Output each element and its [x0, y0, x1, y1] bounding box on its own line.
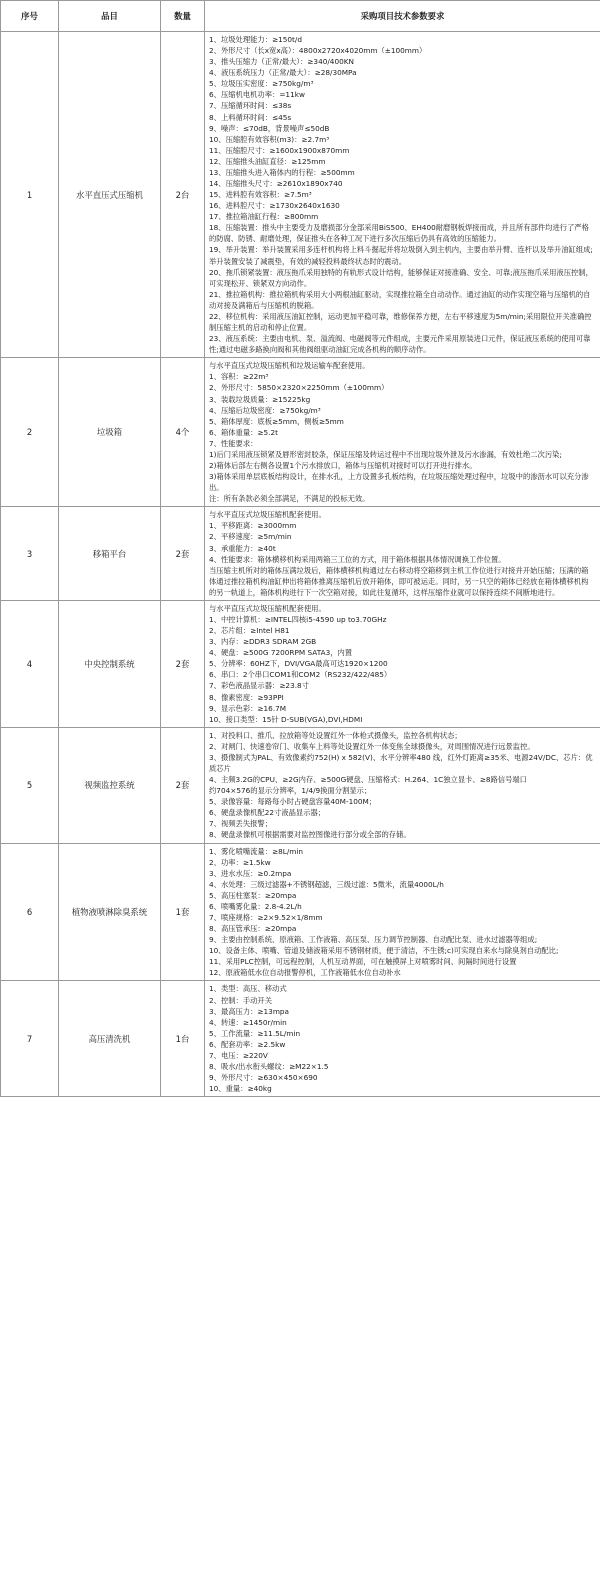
spec-line: 1、类型：高压、移动式	[209, 984, 287, 994]
spec-line: 1、容积：≥22m³	[209, 372, 269, 382]
spec-line: 8、上料循环时间：≤45s	[209, 112, 292, 122]
spec-line: 4、压缩后垃圾密度：≥750kg/m³	[209, 405, 321, 415]
spec-line: 4、主频3.2G的CPU、≥2G内存、≥500G硬盘、压缩格式：H.264、1C独立显卡、≥8路信号端口	[209, 775, 527, 785]
row-quantity: 2套	[161, 507, 205, 601]
spec-line: 12、原液箱低水位自动报警停机，工作液箱低水位自动补水	[209, 968, 401, 978]
spec-line: 4、水处理：三级过滤器+不锈钢超滤，三级过滤：5微米，流量4000L/h	[209, 879, 444, 889]
spec-line: 23、液压系统：主要由电机、泵、溢流阀、电磁阀等元件组成，主要元件采用原装进口元件，保证液压系统的使用可靠性;通过电磁多路换向阀和其他阀组驱动油缸完成各机构的顺序动作。	[209, 334, 591, 355]
header-seq: 序号	[1, 1, 59, 32]
table-row	[1, 843, 600, 981]
spec-line: 11、压缩腔尺寸：≥1600x1900x870mm	[209, 145, 350, 155]
spec-line: 1、平移距离：≥3000mm	[209, 521, 297, 531]
spec-line: 4、液压系统压力（正常/最大）：≥28/30MPa	[209, 68, 357, 78]
spec-line: 4、硬盘：≥500G 7200RPM SATA3，内置	[209, 648, 353, 658]
spec-line: 6、喷嘴雾化量：2.8-4.2L/h	[209, 901, 302, 911]
spec-line: 5、工作流量：≥11.5L/min	[209, 1028, 301, 1038]
spec-line: 1、对投料口、推爪、拉放箱等处设置红外一体枪式摄像头，监控各机构状态；	[209, 730, 462, 740]
spec-line: 13、压缩推头进入箱体内的行程：≥500mm	[209, 167, 355, 177]
spec-line: 4、转速：≥1450r/min	[209, 1017, 287, 1027]
spec-line: 2、对闸门、快速卷帘门、收集车上料等处设置红外一体变焦全球摄像头，对周围情况进行远景监控。	[209, 741, 535, 751]
spec-line: 6、硬盘录像机配22寸液晶显示器；	[209, 808, 326, 818]
spec-line: 2)箱体后部左右侧各设置1个污水排放口，箱体与压缩机对接时可以打开进行排水。	[209, 460, 477, 470]
spec-line: 8、像素密度：≥93PPI	[209, 692, 284, 702]
row-requirements	[205, 600, 600, 727]
spec-line: 2、芯片组：≥Intel H81	[209, 626, 290, 636]
spec-line: 14、压缩推头尺寸：≥2610x1890x740	[209, 179, 343, 189]
spec-line: 6、串口：2个串口COM1和COM2（RS232/422/485）	[209, 670, 392, 680]
spec-line: 7、电压：≥220V	[209, 1050, 268, 1060]
spec-line: 11、采用PLC控制，可远程控制，人机互动界面，可在触摸屏上对喷雾时间、间隔时间进行设置	[209, 957, 517, 967]
spec-line: 8、高压管承压：≥20mpa	[209, 924, 297, 934]
row-item-name: 移箱平台	[59, 507, 161, 601]
spec-line: 3、摄像制式为PAL、有效像素约752(H) x 582(V)、水平分辨率480 线，红外灯距离≥35米、电源24V/DC、芯片：优质芯片	[209, 752, 593, 773]
spec-line: 9、显示色彩：≥16.7M	[209, 703, 287, 713]
row-requirements	[205, 981, 600, 1097]
spec-line: 6、压缩机电机功率：=11kw	[209, 90, 305, 100]
table-row	[1, 507, 600, 601]
spec-line: 与水平直压式垃圾压缩机和垃圾运输车配套使用。	[209, 361, 370, 371]
spec-line: 2、平移速度：≥5m/min	[209, 532, 292, 542]
spec-line: 15、进料腔有效容积：≥7.5m³	[209, 190, 312, 200]
spec-line: 约704×576的显示分辨率，1/4/9换面分割显示；	[209, 786, 372, 796]
spec-line: 5、分辨率：60HZ下，DVI/VGA最高可达1920×1200	[209, 659, 388, 669]
spec-line: 5、箱体厚度：底板≥5mm，侧板≥5mm	[209, 416, 344, 426]
row-item-name: 垃圾箱	[59, 358, 161, 507]
header-item: 品目	[59, 1, 161, 32]
spec-line: 与水平直压式垃圾压缩机配套使用。	[209, 510, 326, 520]
spec-line: 10、接口类型：15针 D-SUB(VGA),DVI,HDMI	[209, 714, 363, 724]
row-quantity: 2套	[161, 727, 205, 843]
row-quantity: 2套	[161, 600, 205, 727]
spec-line: 12、压缩推头油缸直径：≥125mm	[209, 156, 326, 166]
table-row	[1, 727, 600, 843]
spec-line: 当压缩主机所对的箱体压满垃圾后，箱体横移机构通过左右移动将空箱移到主机工作位进行对接并开始压缩；压满的箱体通过推拉箱机构油缸伸出将箱体推离压缩机后放开箱体，即可被运走。同时，另一只空的箱体已经放在箱体横移机构的另一轨道上，箱体机构进行下一次空箱对接，如此往复循环，这样压缩作业就可以保持连续不间断地进行。	[209, 565, 589, 597]
row-item-name: 视频监控系统	[59, 727, 161, 843]
row-requirements	[205, 843, 600, 981]
row-item-name: 中央控制系统	[59, 600, 161, 727]
spec-line: 22、移位机构：采用液压油缸控制，运动更加平稳可靠，维修保养方便，左右平移速度为5m/min;采用限位开关准确控制压缩主机的启动和停止位置。	[209, 311, 592, 333]
spec-line: 3、推头压缩力（正常/最大）：≥340/400KN	[209, 57, 354, 67]
row-quantity: 2台	[161, 32, 205, 358]
row-quantity: 4个	[161, 358, 205, 507]
spec-line: 7、彩色液晶显示器：≥23.8寸	[209, 681, 309, 691]
spec-line: 注：所有条款必须全部满足，不满足的投标无效。	[209, 494, 370, 504]
spec-line: 9、外形尺寸：≥630×450×690	[209, 1073, 318, 1083]
spec-line: 6、配套功率：≥2.5kw	[209, 1039, 286, 1049]
row-seq: 6	[1, 843, 59, 981]
spec-line: 7、视频丢失报警；	[209, 819, 273, 829]
spec-line: 9、主要由控制系统、原液箱、工作液箱、高压泵、压力调节控制器、自动配比泵、进水过滤器等组成;	[209, 935, 538, 945]
spec-line: 7、喷座规格：≥2×9.52×1/8mm	[209, 913, 323, 923]
spec-line: 4、性能要求：箱体横移机构采用两箱三工位的方式，用于箱体根据具体情况调换工作位置。	[209, 554, 506, 564]
spec-line: 8、硬盘录像机可根据需要对监控图像进行部分或全部的存储。	[209, 830, 411, 840]
spec-line: 18、压缩装置：推头中主要受力及磨损部分金部采用BiS500、EH400耐磨钢板焊接而成，并且所有部件均进行了严格的防腐、防锈、耐磨处理，保证推头在各种工况下进行多次压缩后仍具有高效的压缩能力。	[209, 223, 589, 244]
spec-line: 3、最高压力：≥13mpa	[209, 1006, 290, 1016]
spec-line: 7、性能要求：	[209, 438, 258, 448]
row-item-name: 水平直压式压缩机	[59, 32, 161, 358]
row-requirements	[205, 358, 600, 507]
spec-line: 5、录像容量：每路每小时占硬盘容量40M-100M；	[209, 797, 377, 807]
spec-line: 7、压缩循环时间：≤38s	[209, 101, 292, 111]
row-requirements	[205, 507, 600, 601]
spec-line: 21、推拉箱机构：推拉箱机构采用大小两根油缸驱动，实现推拉箱全自动动作。通过油缸的动作实现空箱与压缩机的自动对接及满箱后与压缩机的脱箱。	[209, 289, 591, 310]
spec-line: 5、高压柱塞泵：≥20mpa	[209, 890, 297, 900]
spec-line: 19、举升装置：举升装置采用多连杆机构将上料斗掘起并将垃圾倒入到主机内，主要由举升臂、连杆以及举升油缸组成;举升装置安装了减震垫，有效的减轻投料最终状态时的震动。	[209, 245, 593, 266]
table-row	[1, 981, 600, 1097]
spec-line: 10、压缩腔有效容积(m3)：≥2.7m³	[209, 134, 330, 144]
spec-line: 20、拖爪锁紧装置：液压拖爪采用独特的有轨形式设计结构，能够保证对接准确、安全、可靠;液压拖爪采用液压控制，可实现松开、锁紧双方向动作。	[209, 267, 593, 288]
spec-line: 3、内存：≥DDR3 SDRAM 2GB	[209, 637, 317, 647]
spec-line: 与水平直压式垃圾压缩机配套使用。	[209, 603, 326, 613]
spec-line: 3、装载垃圾质量：≥15225kg	[209, 394, 311, 404]
spec-line: 1、垃圾处理能力：≥150t/d	[209, 35, 303, 44]
spec-line: 3、进水水压：≥0.2mpa	[209, 868, 292, 878]
spec-line: 5、垃圾压实密度：≥750kg/m³	[209, 79, 314, 89]
spec-line: 9、噪声：≤70dB，背景噪声≤50dB	[209, 123, 330, 133]
table-row	[1, 600, 600, 727]
spec-line: 2、功率：≥1.5kw	[209, 857, 271, 867]
table-row	[1, 32, 600, 358]
row-seq: 3	[1, 507, 59, 601]
row-quantity: 1套	[161, 843, 205, 981]
table-row	[1, 358, 600, 507]
spec-line: 3)箱体采用单层底板结构设计，在排水孔，上方设置多孔板结构，在垃圾压缩处理过程中，垃圾中的渗沥水可以充分渗出。	[209, 472, 589, 493]
row-item-name: 高压清洗机	[59, 981, 161, 1097]
row-seq: 2	[1, 358, 59, 507]
spec-line: 1、中控计算机：≥INTEL四核i5-4590 up to3.70GHz	[209, 614, 387, 624]
spec-line: 17、推拉箱油缸行程：≥800mm	[209, 212, 319, 222]
row-seq: 5	[1, 727, 59, 843]
table-header-row	[1, 1, 600, 32]
row-quantity: 1台	[161, 981, 205, 1097]
spec-line: 1、雾化喷嘴流量：≥8L/min	[209, 846, 304, 856]
spec-line: 8、吸水/出水衔头螺纹：≥M22×1.5	[209, 1062, 329, 1072]
spec-line: 6、箱体重量：≥5.2t	[209, 427, 279, 437]
row-seq: 7	[1, 981, 59, 1097]
spec-line: 2、外形尺寸（长x宽x高）：4800x2720x4020mm（±100mm）	[209, 46, 427, 56]
spec-line: 10、重量：≥40kg	[209, 1084, 272, 1094]
row-seq: 1	[1, 32, 59, 358]
row-seq: 4	[1, 600, 59, 727]
row-requirements	[205, 32, 600, 358]
spec-line: 10、设备主体、喷嘴、管道及储液箱采用不锈钢材质，便于清洁，不生锈;c)可实现自来水与除臭剂自动配比;	[209, 946, 559, 956]
header-qty: 数量	[161, 1, 205, 32]
spec-line: 16、进料腔尺寸：≥1730x2640x1630	[209, 201, 340, 211]
row-item-name: 植物液喷淋除臭系统	[59, 843, 161, 981]
spec-line: 1)后门采用液压锁紧及唇形密封胶条，保证压缩及转运过程中不出现垃圾外泄及污水渗漏，有效杜绝二次污染;	[209, 449, 562, 459]
spec-line: 2、控制：手动开关	[209, 995, 273, 1005]
header-requirements: 采购项目技术参数要求	[205, 1, 600, 32]
spec-line: 2、外形尺寸：5850×2320×2250mm（±100mm）	[209, 383, 389, 393]
row-requirements	[205, 727, 600, 843]
spec-line: 3、承重能力：≥40t	[209, 543, 276, 553]
